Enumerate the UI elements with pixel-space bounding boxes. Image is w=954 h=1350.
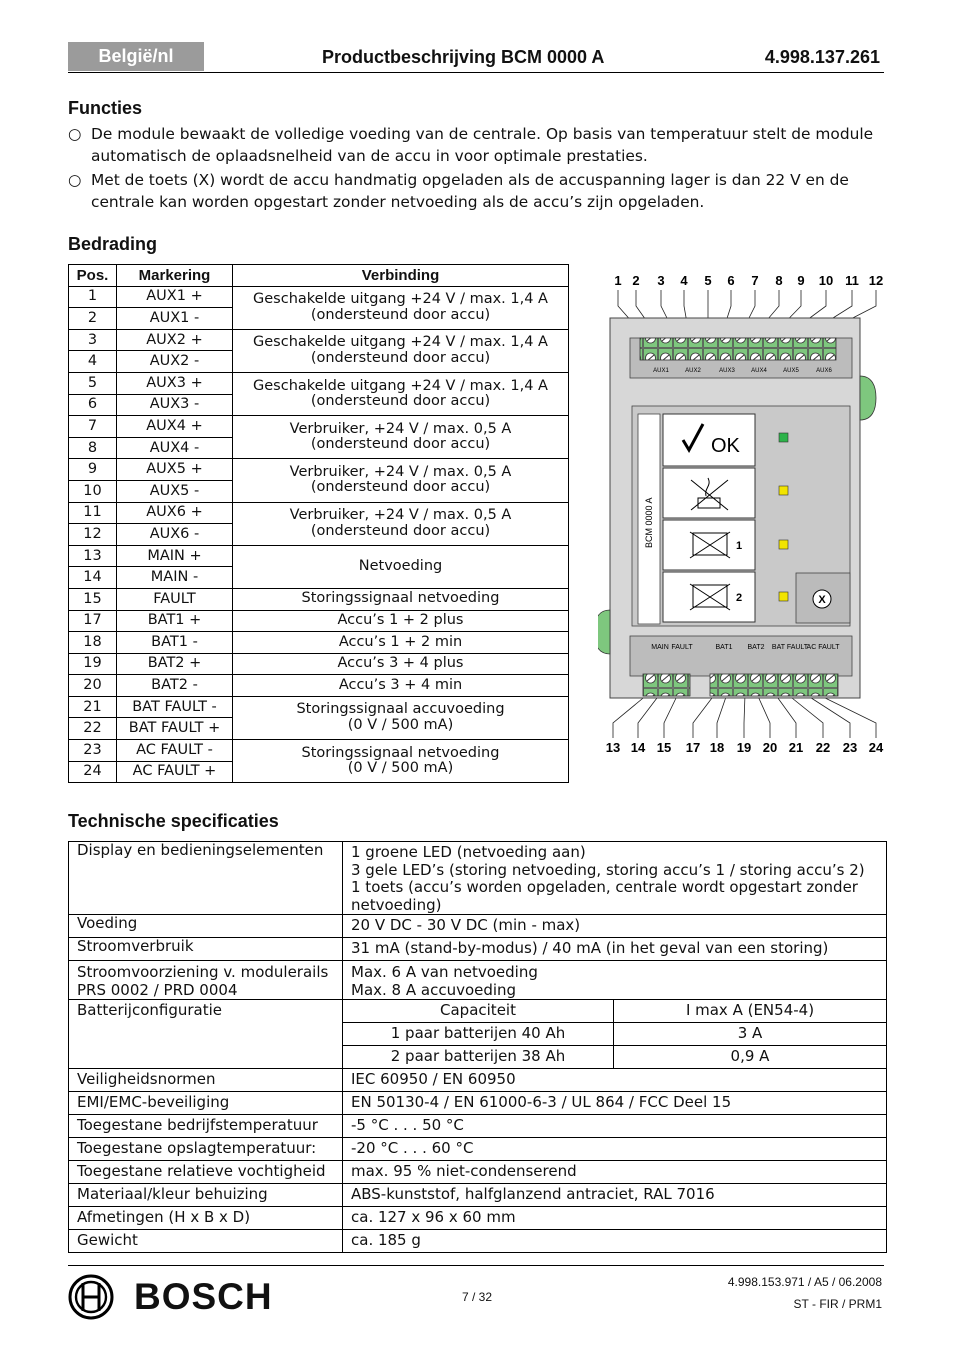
connection-line: Verbruiker, +24 V / max. 0,5 A bbox=[289, 420, 512, 437]
leader-line bbox=[613, 694, 648, 738]
yellow-led-icon bbox=[779, 592, 788, 601]
connection-cell bbox=[233, 286, 569, 329]
marking-cell: BAT1 - bbox=[117, 632, 233, 654]
connection-line: (ondersteund door accu) bbox=[310, 522, 491, 539]
terminal-label: AUX6 bbox=[816, 368, 832, 374]
brand-name: BOSCH bbox=[134, 1276, 273, 1317]
terminal-label: AUX4 bbox=[751, 368, 767, 374]
battery-header-imax: I max A (EN54-4) bbox=[614, 1000, 887, 1023]
spec-value: max. 95 % niet-condenserend bbox=[343, 1161, 887, 1184]
table-row bbox=[69, 696, 569, 718]
spec-value: ca. 185 g bbox=[343, 1230, 887, 1253]
green-led-icon bbox=[779, 433, 788, 442]
document-title: Productbeschrijving BCM 0000 A bbox=[322, 47, 605, 67]
spec-line: Max. 8 A accuvoeding bbox=[351, 980, 517, 999]
marking-cell: BAT2 + bbox=[117, 653, 233, 675]
footer-divider bbox=[68, 1265, 884, 1266]
spec-label: Afmetingen (H x B x D) bbox=[69, 1207, 343, 1230]
marking-cell: AUX5 + bbox=[117, 459, 233, 481]
pin-number: 6 bbox=[727, 273, 735, 288]
table-row bbox=[69, 1069, 887, 1092]
status-window-ok bbox=[663, 414, 755, 466]
pin-number: 7 bbox=[751, 273, 759, 288]
spec-value: -5 °C . . . 50 °C bbox=[343, 1115, 887, 1138]
pos-cell: 24 bbox=[69, 761, 117, 783]
module-label: BCM 0000 A bbox=[644, 497, 654, 548]
marking-cell: AC FAULT + bbox=[117, 761, 233, 783]
marking-cell: AUX6 - bbox=[117, 524, 233, 546]
pin-number: 14 bbox=[630, 740, 646, 755]
table-row bbox=[69, 653, 569, 675]
leader-line bbox=[744, 694, 745, 738]
specs-heading: Technische specificaties bbox=[68, 811, 279, 831]
connection-line: (ondersteund door accu) bbox=[310, 349, 491, 366]
pin-number: 24 bbox=[868, 740, 884, 755]
bullet-text: Met de toets (X) wordt de accu handmatig opgeladen als de accuspanning lager is dan 22 V en de centrale kan worden opgestart zonder netvoeding als de accu’s zijn opgeladen. bbox=[91, 171, 849, 211]
column-header: Pos. bbox=[69, 265, 117, 287]
marking-cell: FAULT bbox=[117, 588, 233, 610]
table-row bbox=[69, 938, 887, 961]
pin-number: 5 bbox=[704, 273, 712, 288]
marking-cell: AUX1 + bbox=[117, 286, 233, 308]
terminal-label: AUX3 bbox=[719, 368, 735, 374]
marking-cell: AC FAULT - bbox=[117, 740, 233, 762]
connection-line: (ondersteund door accu) bbox=[310, 479, 491, 496]
battery-capacity: 1 paar batterijen 40 Ah bbox=[343, 1023, 614, 1046]
spec-value bbox=[343, 961, 887, 1000]
table-row bbox=[69, 329, 569, 351]
marking-cell: AUX2 - bbox=[117, 351, 233, 373]
table-row bbox=[69, 842, 887, 915]
battery-1-label: 1 bbox=[736, 540, 743, 552]
bottom-pin-numbers bbox=[606, 740, 884, 755]
leader-line bbox=[638, 694, 660, 738]
battery-2-label: 2 bbox=[736, 592, 743, 604]
terminal-label: BAT1 bbox=[715, 644, 733, 651]
leader-line bbox=[757, 694, 770, 738]
pos-cell: 21 bbox=[69, 696, 117, 718]
pin-number: 10 bbox=[818, 273, 834, 288]
spec-value: ABS-kunststof, halfglanzend antraciet, RAL 7016 bbox=[343, 1184, 887, 1207]
spec-label bbox=[69, 961, 343, 1000]
marking-cell: AUX3 - bbox=[117, 394, 233, 416]
pos-cell: 18 bbox=[69, 632, 117, 654]
table-row bbox=[69, 915, 887, 938]
bullet-circle-icon: ○ bbox=[68, 171, 82, 189]
wiring-heading: Bedrading bbox=[68, 234, 158, 254]
table-row bbox=[69, 675, 569, 697]
connection-line: Geschakelde uitgang +24 V / max. 1,4 A bbox=[253, 377, 548, 394]
pos-cell: 10 bbox=[69, 480, 117, 502]
spec-label: Toegestane relatieve vochtigheid bbox=[69, 1161, 343, 1184]
marking-cell: AUX1 - bbox=[117, 308, 233, 330]
marking-cell: MAIN + bbox=[117, 545, 233, 567]
connection-line: Geschakelde uitgang +24 V / max. 1,4 A bbox=[253, 334, 548, 351]
pos-cell: 6 bbox=[69, 394, 117, 416]
pin-number: 20 bbox=[762, 740, 778, 755]
wiring-table bbox=[68, 264, 569, 783]
table-row bbox=[69, 1207, 887, 1230]
pos-cell: 7 bbox=[69, 416, 117, 438]
spec-line: Max. 6 A van netvoeding bbox=[351, 963, 538, 981]
connection-cell: Netvoeding bbox=[233, 545, 569, 588]
terminal-label: AUX5 bbox=[783, 368, 799, 374]
yellow-led-icon bbox=[779, 486, 788, 495]
pos-cell: 14 bbox=[69, 567, 117, 589]
leader-line bbox=[693, 694, 715, 738]
battery-header-capacity: Capaciteit bbox=[343, 1000, 614, 1023]
leader-line bbox=[787, 694, 823, 738]
battery-imax: 0,9 A bbox=[614, 1046, 887, 1069]
functions-list bbox=[68, 124, 888, 216]
connection-cell bbox=[233, 372, 569, 415]
battery-imax: 3 A bbox=[614, 1023, 887, 1046]
battery-capacity: 2 paar batterijen 38 Ah bbox=[343, 1046, 614, 1069]
column-header: Verbinding bbox=[233, 265, 569, 287]
connection-cell: Accu’s 3 + 4 plus bbox=[233, 653, 569, 675]
pos-cell: 17 bbox=[69, 610, 117, 632]
table-row bbox=[69, 588, 569, 610]
connection-line: (0 V / 500 mA) bbox=[347, 716, 454, 733]
pos-cell: 9 bbox=[69, 459, 117, 481]
terminal-label: AUX1 bbox=[653, 368, 669, 374]
connection-line: (ondersteund door accu) bbox=[310, 393, 491, 410]
spec-label: Veiligheidsnormen bbox=[69, 1069, 343, 1092]
pin-number: 15 bbox=[656, 740, 672, 755]
spec-value: EN 50130-4 / EN 61000-6-3 / UL 864 / FCC Deel 15 bbox=[343, 1092, 887, 1115]
table-row bbox=[69, 1000, 887, 1023]
ok-label: OK bbox=[711, 435, 740, 457]
list-item bbox=[68, 124, 888, 167]
connection-cell bbox=[233, 740, 569, 783]
leader-line bbox=[717, 694, 727, 738]
spec-label: Toegestane opslagtemperatuur: bbox=[69, 1138, 343, 1161]
pin-number: 18 bbox=[709, 740, 725, 755]
table-row bbox=[69, 286, 569, 308]
pin-number: 23 bbox=[842, 740, 858, 755]
connection-cell: Accu’s 1 + 2 plus bbox=[233, 610, 569, 632]
connection-cell bbox=[233, 329, 569, 372]
functions-heading: Functies bbox=[68, 98, 143, 118]
spec-label: Stroomverbruik bbox=[69, 938, 343, 961]
specs-table bbox=[68, 841, 887, 1253]
document-number: 4.998.137.261 bbox=[764, 47, 880, 67]
pos-cell: 22 bbox=[69, 718, 117, 740]
connection-cell bbox=[233, 416, 569, 459]
marking-cell: AUX4 - bbox=[117, 437, 233, 459]
spec-line: Stroomvoorziening v. modulerails bbox=[77, 963, 329, 981]
marking-cell: AUX2 + bbox=[117, 329, 233, 351]
pos-cell: 3 bbox=[69, 329, 117, 351]
spec-label: Toegestane bedrijfstemperatuur bbox=[69, 1115, 343, 1138]
connection-cell bbox=[233, 459, 569, 502]
pin-number: 11 bbox=[845, 273, 859, 288]
spec-value bbox=[343, 842, 887, 915]
terminal-label: AUX2 bbox=[685, 368, 701, 374]
spec-label: Batterijconfiguratie bbox=[69, 1000, 343, 1069]
connection-line: Storingssignaal accuvoeding bbox=[296, 701, 505, 718]
bottom-terminal-base bbox=[630, 636, 852, 676]
connection-cell: Accu’s 3 + 4 min bbox=[233, 675, 569, 697]
spec-value: -20 °C . . . 60 °C bbox=[343, 1138, 887, 1161]
pin-number: 2 bbox=[632, 273, 640, 288]
spec-line: PRS 0002 / PRD 0004 bbox=[77, 980, 238, 999]
spec-value: IEC 60950 / EN 60950 bbox=[343, 1069, 887, 1092]
connection-cell bbox=[233, 696, 569, 739]
table-row bbox=[69, 545, 569, 567]
spec-label: Display en bedieningselementen bbox=[69, 842, 343, 915]
pos-cell: 4 bbox=[69, 351, 117, 373]
charge-button-label: X bbox=[818, 594, 826, 606]
page-number: 7 / 32 bbox=[461, 1290, 493, 1304]
table-row bbox=[69, 1230, 887, 1253]
spec-line: netvoeding) bbox=[351, 895, 442, 914]
spec-line: 1 groene LED (netvoeding aan) bbox=[351, 843, 586, 861]
pin-number: 3 bbox=[657, 273, 665, 288]
table-row bbox=[69, 1138, 887, 1161]
spec-value: 20 V DC - 30 V DC (min - max) bbox=[343, 915, 887, 938]
pos-cell: 5 bbox=[69, 372, 117, 394]
marking-cell: BAT2 - bbox=[117, 675, 233, 697]
table-row bbox=[69, 502, 569, 524]
connection-cell: Storingssignaal netvoeding bbox=[233, 588, 569, 610]
marking-cell: BAT1 + bbox=[117, 610, 233, 632]
pos-cell: 2 bbox=[69, 308, 117, 330]
leader-line bbox=[817, 694, 876, 738]
terminal-label: FAULT bbox=[671, 644, 693, 651]
table-row bbox=[69, 961, 887, 1000]
spec-label: EMI/EMC-beveiliging bbox=[69, 1092, 343, 1115]
connection-line: Verbruiker, +24 V / max. 0,5 A bbox=[289, 507, 512, 524]
pin-number: 17 bbox=[685, 740, 701, 755]
pos-cell: 19 bbox=[69, 653, 117, 675]
marking-cell: MAIN - bbox=[117, 567, 233, 589]
bullet-circle-icon: ○ bbox=[68, 125, 82, 143]
connection-line: (ondersteund door accu) bbox=[310, 436, 491, 453]
leader-line bbox=[775, 694, 796, 738]
connection-line: Geschakelde uitgang +24 V / max. 1,4 A bbox=[253, 291, 548, 308]
bottom-terminal-block-battery bbox=[710, 674, 838, 696]
spec-value: 31 mA (stand-by-modus) / 40 mA (in het geval van een storing) bbox=[343, 938, 887, 961]
table-row bbox=[69, 610, 569, 632]
footer-reference: 4.998.153.971 / A5 / 06.2008 bbox=[727, 1275, 882, 1289]
marking-cell: BAT FAULT + bbox=[117, 718, 233, 740]
pin-number: 19 bbox=[736, 740, 752, 755]
table-row bbox=[69, 1092, 887, 1115]
bottom-terminal-block-main bbox=[643, 674, 690, 696]
pos-cell: 12 bbox=[69, 524, 117, 546]
pin-number: 4 bbox=[680, 273, 688, 288]
pos-cell: 1 bbox=[69, 286, 117, 308]
spec-line: 1 toets (accu’s worden opgeladen, centrale wordt opgestart zonder bbox=[351, 878, 858, 896]
list-item bbox=[68, 170, 888, 213]
pin-number: 8 bbox=[775, 273, 783, 288]
pos-cell: 8 bbox=[69, 437, 117, 459]
table-header-row bbox=[69, 265, 569, 287]
marking-cell: AUX6 + bbox=[117, 502, 233, 524]
language-label: België/nl bbox=[68, 42, 204, 71]
leader-line bbox=[664, 694, 678, 738]
pin-number: 13 bbox=[605, 740, 621, 755]
footer-department: ST - FIR / PRM1 bbox=[793, 1297, 882, 1311]
marking-cell: AUX5 - bbox=[117, 480, 233, 502]
terminal-label: AC FAULT bbox=[806, 644, 840, 651]
table-row bbox=[69, 372, 569, 394]
pos-cell: 20 bbox=[69, 675, 117, 697]
page-header bbox=[68, 42, 884, 73]
table-row bbox=[69, 1115, 887, 1138]
terminal-diagram bbox=[598, 268, 890, 768]
pos-cell: 13 bbox=[69, 545, 117, 567]
connection-line: Storingssignaal netvoeding bbox=[301, 744, 500, 761]
left-connector-icon bbox=[598, 610, 610, 654]
connection-cell: Accu’s 1 + 2 min bbox=[233, 632, 569, 654]
leader-line bbox=[805, 694, 850, 738]
pos-cell: 11 bbox=[69, 502, 117, 524]
marking-cell: BAT FAULT - bbox=[117, 696, 233, 718]
top-pin-numbers bbox=[614, 273, 883, 288]
terminal-label: BAT2 bbox=[747, 644, 765, 651]
spec-label: Gewicht bbox=[69, 1230, 343, 1253]
top-terminal-block bbox=[640, 338, 836, 360]
terminal-label: BAT FAULT bbox=[771, 644, 809, 651]
table-row bbox=[69, 459, 569, 481]
pin-number: 1 bbox=[614, 273, 622, 288]
marking-cell: AUX4 + bbox=[117, 416, 233, 438]
column-header: Markering bbox=[117, 265, 233, 287]
spec-value: ca. 127 x 96 x 60 mm bbox=[343, 1207, 887, 1230]
spec-label: Voeding bbox=[69, 915, 343, 938]
table-row bbox=[69, 632, 569, 654]
pin-number: 9 bbox=[797, 273, 805, 288]
pin-number: 21 bbox=[788, 740, 804, 755]
terminal-label: MAIN bbox=[651, 644, 669, 651]
pin-number: 22 bbox=[815, 740, 831, 755]
table-row bbox=[69, 416, 569, 438]
bullet-text: De module bewaakt de volledige voeding van de centrale. Op basis van temperatuur stelt de module automatisch de oplaadsnelheid van de accu in voor optimale prestaties. bbox=[91, 125, 874, 165]
spec-line: 3 gele LED’s (storing netvoeding, storing accu’s 1 / storing accu’s 2) bbox=[351, 860, 865, 879]
yellow-led-icon bbox=[779, 540, 788, 549]
connection-line: (0 V / 500 mA) bbox=[347, 760, 454, 777]
pos-cell: 23 bbox=[69, 740, 117, 762]
status-window-mains bbox=[663, 468, 755, 518]
spec-label: Materiaal/kleur behuizing bbox=[69, 1184, 343, 1207]
connection-line: (ondersteund door accu) bbox=[310, 306, 491, 323]
connection-line: Verbruiker, +24 V / max. 0,5 A bbox=[289, 463, 512, 480]
marking-cell: AUX3 + bbox=[117, 372, 233, 394]
table-row bbox=[69, 1184, 887, 1207]
table-row bbox=[69, 1161, 887, 1184]
right-connector-icon bbox=[860, 376, 876, 420]
table-row bbox=[69, 740, 569, 762]
pos-cell: 15 bbox=[69, 588, 117, 610]
connection-cell bbox=[233, 502, 569, 545]
pin-number: 12 bbox=[868, 273, 884, 288]
